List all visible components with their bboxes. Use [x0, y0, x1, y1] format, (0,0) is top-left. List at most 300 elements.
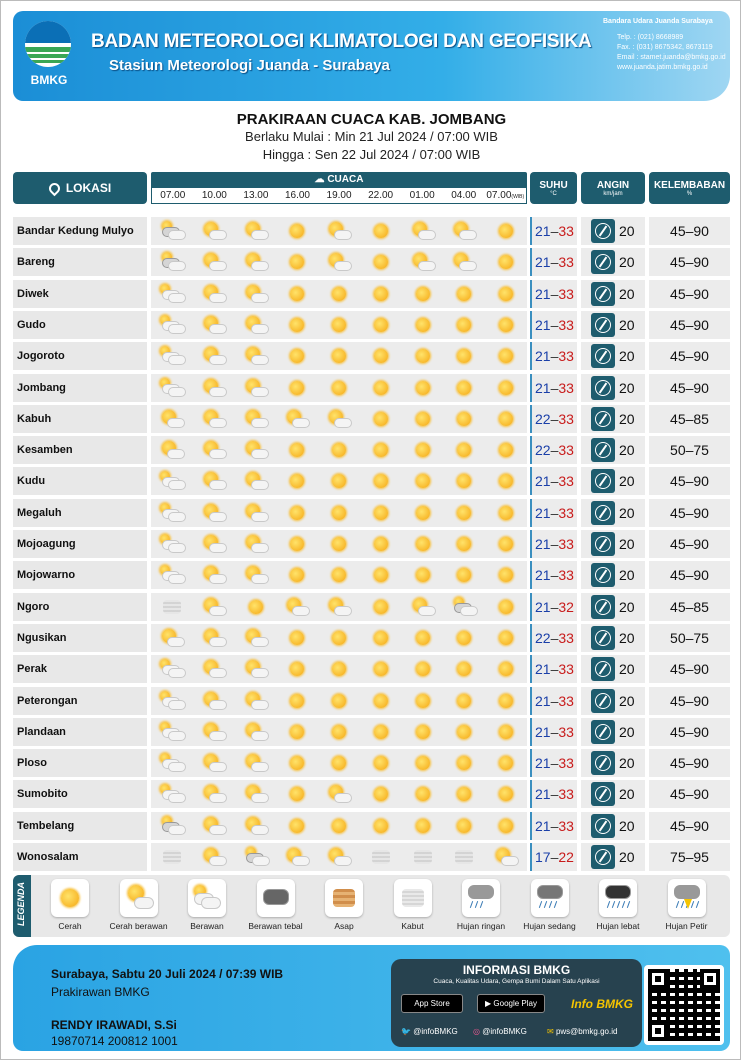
- temp-min: 21: [535, 598, 551, 615]
- temp-min: 21: [535, 379, 551, 396]
- partly-cloudy-icon: [242, 471, 270, 491]
- weather-cell: [318, 561, 360, 589]
- app-store-label: App Store: [414, 999, 450, 1008]
- partly-cloudy-icon: [325, 847, 353, 867]
- weather-cell: [402, 530, 444, 558]
- column-angin: [581, 172, 645, 204]
- overcast-icon: [158, 252, 186, 272]
- sun-icon: [325, 691, 353, 711]
- twitter-link[interactable]: [401, 1027, 458, 1036]
- agency-title: BADAN METEOROLOGI KLIMATOLOGI DAN GEOFISIKA: [91, 31, 592, 52]
- weather-cell: [485, 780, 527, 808]
- forecast-title: PRAKIRAAN CUACA KAB. JOMBANG: [236, 111, 507, 128]
- weather-cell: [485, 812, 527, 840]
- weather-cell: [485, 248, 527, 276]
- wind-direction-icon: [591, 657, 615, 681]
- weather-cell: [151, 593, 193, 621]
- temp-min: 21: [535, 723, 551, 740]
- humidity: 45–90: [649, 687, 730, 715]
- table-row: [13, 467, 730, 495]
- sun-icon: [367, 753, 395, 773]
- haze-icon: [325, 879, 363, 917]
- weather-cell: [151, 780, 193, 808]
- temp-max: 33: [558, 536, 574, 552]
- sun-icon: [325, 503, 353, 523]
- fog-icon: [394, 879, 432, 917]
- temp-min: 21: [535, 817, 551, 834]
- partly-cloudy-icon: [200, 534, 228, 554]
- temperature: 22–33: [530, 405, 577, 433]
- email: Email : stamet.juanda@bmkg.go.id: [617, 54, 726, 61]
- wind-speed: 20: [619, 849, 635, 865]
- weather-cells: [151, 780, 527, 808]
- weather-cell: [402, 217, 444, 245]
- weather-cell: [443, 280, 485, 308]
- light-rain-icon: [462, 879, 500, 917]
- location-name: Ploso: [13, 749, 147, 777]
- legend-label: Berawan: [190, 921, 224, 931]
- column-cuaca: [151, 172, 527, 204]
- column-suhu: [530, 172, 577, 204]
- legend-label: Hujan lebat: [596, 921, 640, 931]
- temp-max: 33: [558, 504, 574, 521]
- overcast-icon: [450, 597, 478, 617]
- weather-cell: [402, 812, 444, 840]
- time-slot: 19.00: [326, 190, 352, 201]
- cloudy-icon: [158, 534, 186, 554]
- cloudy-icon: [158, 659, 186, 679]
- weather-cell: [360, 499, 402, 527]
- legend-label: Asap: [334, 921, 354, 931]
- sun-icon: [450, 659, 478, 679]
- weather-cells: [151, 311, 527, 339]
- partly-cloudy-icon: [200, 503, 228, 523]
- weather-cell: [443, 780, 485, 808]
- cloudy-icon: [188, 879, 226, 917]
- fog-icon: [158, 597, 186, 617]
- sun-icon: [367, 784, 395, 804]
- cloudy-icon: [158, 503, 186, 523]
- weather-cell: [443, 561, 485, 589]
- overcast-icon: [242, 847, 270, 867]
- sun-icon: [367, 346, 395, 366]
- weather-cell: [318, 749, 360, 777]
- temperature: 21–33: [530, 311, 577, 339]
- fog-icon: [158, 847, 186, 867]
- phone: Telp. : (021) 8668989: [617, 34, 684, 41]
- weather-cell: [360, 812, 402, 840]
- weather-cell: [193, 248, 235, 276]
- partly-cloudy-icon: [283, 597, 311, 617]
- weather-cell: [193, 655, 235, 683]
- sun-icon: [242, 597, 270, 617]
- sun-icon: [325, 378, 353, 398]
- wind-direction-icon: [591, 845, 615, 869]
- temp-max: 33: [558, 285, 574, 302]
- info-bmkg-brand: Info BMKG: [571, 997, 633, 1011]
- weather-cells: [151, 436, 527, 464]
- sun-icon: [492, 628, 520, 648]
- time-slots: [151, 187, 527, 204]
- partly-cloudy-icon: [242, 565, 270, 585]
- office-name: Bandara Udara Juanda Surabaya: [603, 18, 713, 25]
- sun-icon: [492, 659, 520, 679]
- partly-cloudy-icon: [200, 315, 228, 335]
- qr-code[interactable]: [644, 965, 724, 1045]
- fog-icon: [409, 847, 437, 867]
- partly-cloudy-icon: [242, 691, 270, 711]
- weather-cell: [276, 749, 318, 777]
- location-name: Mojoagung: [13, 530, 147, 558]
- wind-direction-icon: [591, 376, 615, 400]
- temp-max: 33: [558, 629, 574, 646]
- weather-cell: [151, 280, 193, 308]
- weather-cell: [235, 624, 277, 652]
- location-name: Ngusikan: [13, 624, 147, 652]
- logo-text: BMKG: [30, 73, 68, 87]
- sun-icon: [409, 722, 437, 742]
- sun-icon: [367, 471, 395, 491]
- weather-cell: [443, 436, 485, 464]
- weather-cell: [276, 812, 318, 840]
- legend-item: [378, 879, 448, 931]
- sun-icon: [492, 722, 520, 742]
- weather-cell: [402, 624, 444, 652]
- temp-max: 33: [558, 692, 574, 709]
- weather-cell: [193, 342, 235, 370]
- sun-icon: [367, 503, 395, 523]
- legend-label: Hujan sedang: [523, 921, 576, 931]
- location-name: Peterongan: [13, 687, 147, 715]
- email-link[interactable]: [547, 1027, 617, 1036]
- wind-direction-icon: [591, 313, 615, 337]
- weather-cell: [235, 280, 277, 308]
- sun-icon: [492, 440, 520, 460]
- sun-icon: [492, 534, 520, 554]
- weather-cell: [443, 342, 485, 370]
- weather-cell: [276, 561, 318, 589]
- location-name: Jogoroto: [13, 342, 147, 370]
- humidity: 45–85: [649, 405, 730, 433]
- location-name: Jombang: [13, 374, 147, 402]
- weather-cell: [151, 311, 193, 339]
- suhu-unit: °C: [550, 191, 557, 197]
- weather-cell: [443, 718, 485, 746]
- temp-max: 33: [558, 379, 574, 396]
- cloudy-icon: [158, 284, 186, 304]
- weather-cell: [485, 530, 527, 558]
- weather-cell: [360, 248, 402, 276]
- legend-item: [446, 879, 516, 931]
- weather-cells: [151, 718, 527, 746]
- weather-cells: [151, 405, 527, 433]
- sun-icon: [283, 691, 311, 711]
- wind-direction-icon: [591, 469, 615, 493]
- sun-icon: [283, 659, 311, 679]
- wind: [581, 561, 645, 589]
- temperature: 21–33: [530, 687, 577, 715]
- weather-cell: [151, 687, 193, 715]
- weather-cell: [193, 812, 235, 840]
- weather-cell: [235, 718, 277, 746]
- partly-cloudy-icon: [242, 409, 270, 429]
- kelembaban-unit: %: [686, 191, 693, 197]
- partly-cloudy-icon: [200, 816, 228, 836]
- humidity: 45–90: [649, 561, 730, 589]
- wind-speed: 20: [619, 755, 635, 772]
- temp-min: 21: [535, 567, 551, 584]
- sun-icon: [367, 409, 395, 429]
- partly-cloudy-icon: [283, 847, 311, 867]
- sun-icon: [325, 315, 353, 335]
- legend-title: LEGENDA: [16, 881, 27, 927]
- time-slot: 13.00: [243, 190, 269, 201]
- weather-cell: [151, 436, 193, 464]
- legend-label: Hujan Petir: [665, 921, 708, 931]
- legend-label: Cerah berawan: [109, 921, 168, 931]
- play-icon: ▶: [485, 999, 494, 1008]
- wind: [581, 248, 645, 276]
- instagram-link[interactable]: [473, 1027, 527, 1036]
- humidity: 50–75: [649, 436, 730, 464]
- weather-cell: [360, 217, 402, 245]
- sun-icon: [283, 378, 311, 398]
- weather-cell: [443, 655, 485, 683]
- weather-cell: [318, 405, 360, 433]
- app-store-button[interactable]: [401, 994, 463, 1013]
- sun-icon: [450, 534, 478, 554]
- partly-cloudy-icon: [242, 784, 270, 804]
- sun-icon: [409, 753, 437, 773]
- partly-cloudy-icon: [242, 503, 270, 523]
- sun-icon: [325, 753, 353, 773]
- temp-max: 33: [558, 410, 574, 427]
- sun-icon: [450, 346, 478, 366]
- sun-icon: [409, 378, 437, 398]
- weather-cell: [485, 374, 527, 402]
- location-name: Tembelang: [13, 812, 147, 840]
- weather-cell: [360, 624, 402, 652]
- weather-cell: [193, 687, 235, 715]
- weather-cell: [360, 436, 402, 464]
- footer: [13, 945, 730, 1051]
- wind-speed: 20: [619, 692, 635, 709]
- partly-cloudy-icon: [200, 691, 228, 711]
- weather-cell: [193, 467, 235, 495]
- weather-cell: [402, 499, 444, 527]
- wind-speed: 20: [619, 379, 635, 396]
- time-slot: 07.00: [160, 190, 186, 201]
- partly-cloudy-icon: [450, 221, 478, 241]
- partly-cloudy-icon: [242, 346, 270, 366]
- wind-direction-icon: [591, 751, 615, 775]
- info-subtitle: Cuaca, Kualitas Udara, Gempa Bumi Dalam Satu Aplikasi: [433, 978, 600, 985]
- weather-cell: [402, 843, 444, 871]
- wind: [581, 342, 645, 370]
- weather-cell: [402, 280, 444, 308]
- weather-cell: [193, 593, 235, 621]
- sun-icon: [367, 816, 395, 836]
- weather-cell: [151, 342, 193, 370]
- location-name: Kesamben: [13, 436, 147, 464]
- partly-cloudy-icon: [200, 784, 228, 804]
- weather-cell: [235, 812, 277, 840]
- time-slot: 16.00: [284, 190, 310, 201]
- weather-cell: [235, 217, 277, 245]
- legend-item: [172, 879, 242, 931]
- table-row: [13, 561, 730, 589]
- bmkg-logo: [25, 21, 73, 93]
- humidity: 45–90: [649, 248, 730, 276]
- sun-icon: [409, 784, 437, 804]
- partly-cloudy-icon: [200, 471, 228, 491]
- humidity: 75–95: [649, 843, 730, 871]
- suhu-label: SUHU: [539, 180, 568, 191]
- cloudy-icon: [158, 722, 186, 742]
- weather-cell: [485, 311, 527, 339]
- weather-cell: [485, 342, 527, 370]
- cuaca-label: CUACA: [327, 174, 364, 185]
- weather-cell: [235, 530, 277, 558]
- partly-cloudy-icon: [409, 597, 437, 617]
- weather-cell: [276, 311, 318, 339]
- partly-cloudy-icon: [242, 753, 270, 773]
- weather-cell: [193, 624, 235, 652]
- mail-icon: ✉: [547, 1027, 554, 1036]
- angin-unit: km/jam: [603, 191, 623, 197]
- wind: [581, 780, 645, 808]
- partly-cloudy-icon: [325, 409, 353, 429]
- timezone-label: (WIB): [511, 194, 525, 200]
- table-row: [13, 687, 730, 715]
- temp-min: 22: [535, 629, 551, 646]
- wind-speed: 20: [619, 348, 635, 365]
- overcast-icon: [257, 879, 295, 917]
- partly-cloudy-icon: [200, 284, 228, 304]
- sun-icon: [51, 879, 89, 917]
- sun-icon: [409, 346, 437, 366]
- weather-cell: [276, 718, 318, 746]
- table-row: [13, 593, 730, 621]
- sun-icon: [283, 784, 311, 804]
- sun-icon: [283, 753, 311, 773]
- weather-cell: [235, 436, 277, 464]
- sun-icon: [450, 378, 478, 398]
- humidity: 45–90: [649, 812, 730, 840]
- sun-icon: [409, 691, 437, 711]
- weather-cell: [402, 436, 444, 464]
- weather-cell: [360, 749, 402, 777]
- weather-cell: [193, 405, 235, 433]
- temp-max: 33: [558, 473, 574, 490]
- weather-cells: [151, 843, 527, 871]
- sun-icon: [450, 784, 478, 804]
- weather-cells: [151, 655, 527, 683]
- weather-cells: [151, 217, 527, 245]
- sun-icon: [367, 284, 395, 304]
- partly-cloudy-icon: [242, 252, 270, 272]
- legend-item: [104, 879, 174, 931]
- sun-icon: [367, 628, 395, 648]
- sun-icon: [492, 284, 520, 304]
- temp-max: 33: [558, 786, 574, 803]
- partly-cloudy-icon: [200, 597, 228, 617]
- weather-cell: [193, 499, 235, 527]
- temp-max: 33: [558, 254, 574, 271]
- weather-cell: [276, 499, 318, 527]
- wind: [581, 718, 645, 746]
- weather-cell: [276, 655, 318, 683]
- table-row: [13, 311, 730, 339]
- weather-cell: [443, 749, 485, 777]
- temp-min: 22: [535, 410, 551, 427]
- sun-icon: [283, 534, 311, 554]
- wind-direction-icon: [591, 219, 615, 243]
- contact-block: [603, 17, 726, 73]
- sun-icon: [409, 409, 437, 429]
- sun-icon: [367, 597, 395, 617]
- legend-item: [515, 879, 585, 931]
- time-slot: 04.00: [451, 190, 477, 201]
- email-address: pws@bmkg.go.id: [555, 1027, 618, 1036]
- table-row: [13, 624, 730, 652]
- temp-min: 21: [535, 786, 551, 803]
- partly-cloudy-icon: [120, 879, 158, 917]
- google-play-button[interactable]: [477, 994, 545, 1013]
- sun-icon: [409, 628, 437, 648]
- temp-max: 33: [558, 316, 574, 333]
- cloudy-icon: [158, 784, 186, 804]
- temperature: 22–33: [530, 624, 577, 652]
- sun-icon: [367, 252, 395, 272]
- temp-max: 33: [558, 223, 574, 239]
- weather-cell: [151, 561, 193, 589]
- sun-icon: [409, 503, 437, 523]
- weather-cell: [151, 499, 193, 527]
- weather-cell: [485, 280, 527, 308]
- moderate-rain-icon: [531, 879, 569, 917]
- sun-icon: [492, 816, 520, 836]
- temperature: 21–33: [530, 217, 577, 245]
- partly-cloudy-icon: [158, 440, 186, 460]
- weather-cell: [443, 499, 485, 527]
- weather-cell: [235, 342, 277, 370]
- sun-icon: [450, 440, 478, 460]
- weather-cells: [151, 374, 527, 402]
- weather-cell: [276, 342, 318, 370]
- weather-cell: [360, 687, 402, 715]
- wind: [581, 280, 645, 308]
- sun-icon: [283, 722, 311, 742]
- weather-cell: [151, 374, 193, 402]
- weather-cell: [276, 467, 318, 495]
- weather-cell: [151, 217, 193, 245]
- partly-cloudy-icon: [242, 722, 270, 742]
- cloudy-icon: [158, 565, 186, 585]
- wind-direction-icon: [591, 344, 615, 368]
- cloudy-icon: [158, 346, 186, 366]
- sun-icon: [367, 691, 395, 711]
- sun-icon: [409, 659, 437, 679]
- sun-icon: [450, 565, 478, 585]
- partly-cloudy-icon: [242, 315, 270, 335]
- temperature: 21–33: [530, 718, 577, 746]
- time-slot: 22.00: [368, 190, 394, 201]
- wind-direction-icon: [591, 595, 615, 619]
- sun-icon: [367, 378, 395, 398]
- weather-cell: [485, 467, 527, 495]
- weather-cell: [276, 530, 318, 558]
